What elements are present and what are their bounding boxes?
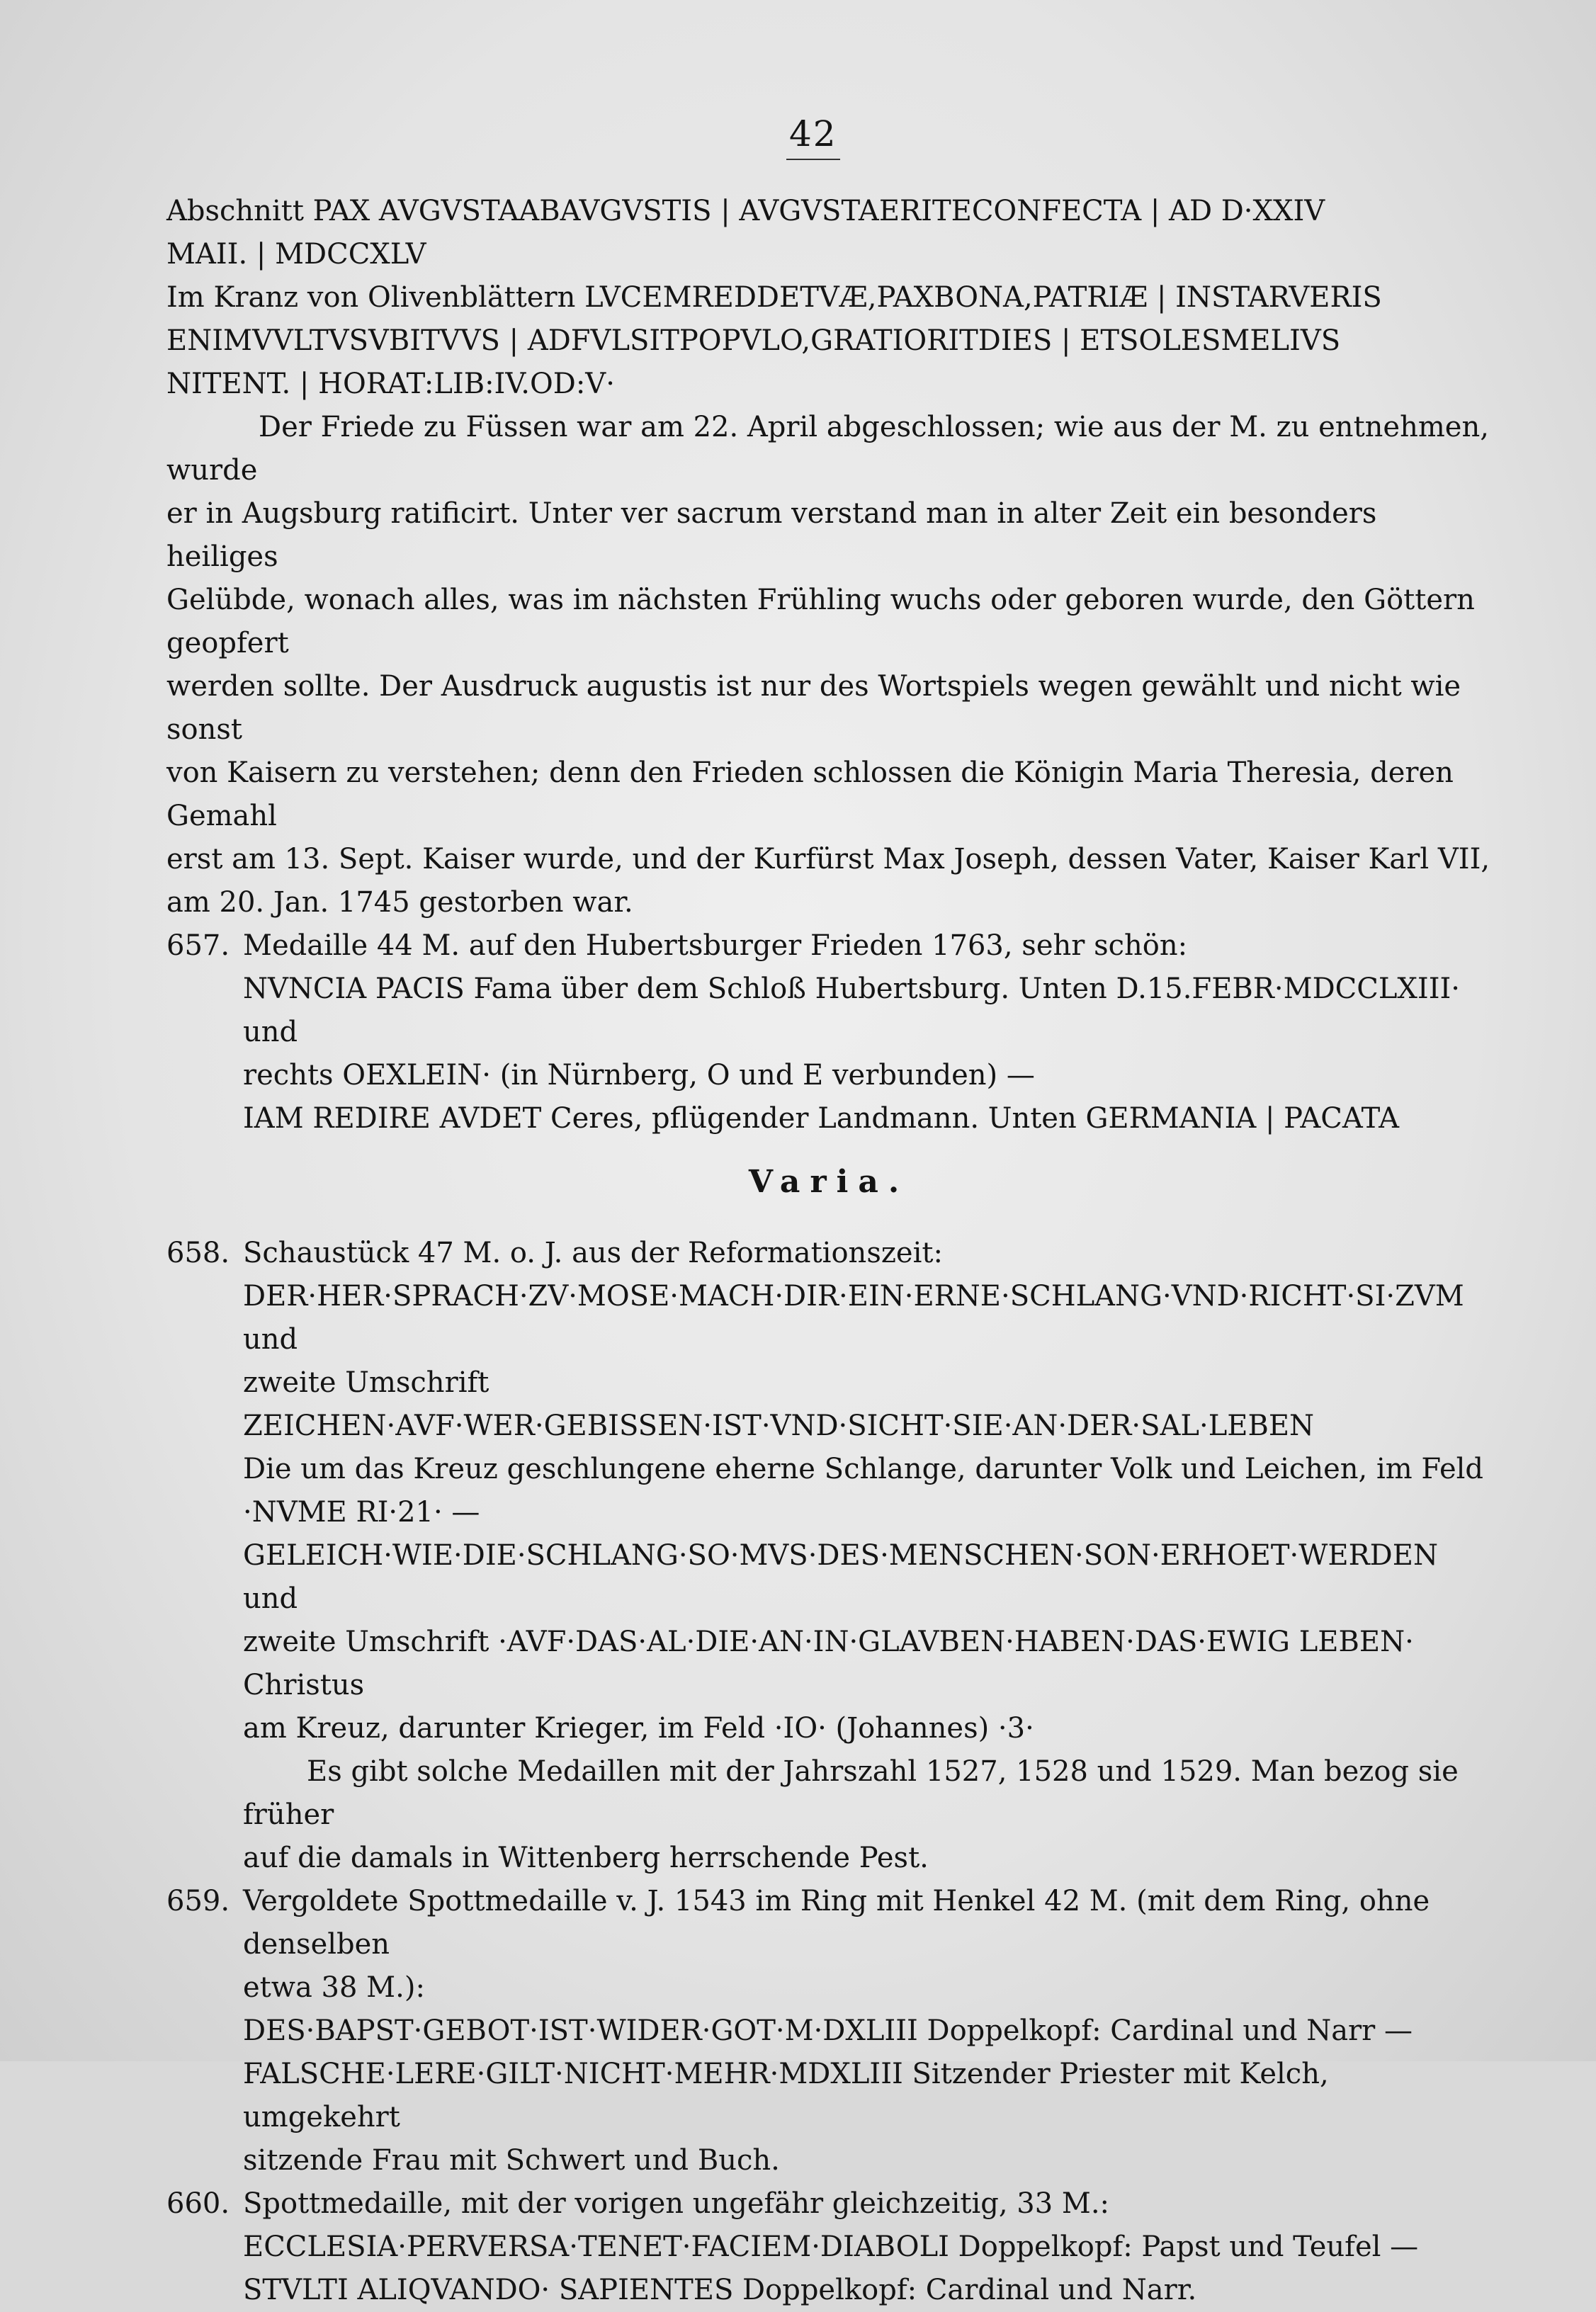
commentary-line: von Kaisern zu verstehen; denn den Frieden schlossen die Königin Maria Theresia, deren Gemahl (166, 756, 1454, 832)
intro-line: NITENT. | HORAT:LIB:IV.OD:V· (166, 368, 615, 400)
entry-660 (166, 2182, 1491, 2312)
entry-note-line: Es gibt solche Medaillen mit der Jahrszahl 1527, 1528 und 1529. Man bezog sie früher (243, 1755, 1459, 1831)
entry-number: 657. (166, 929, 230, 962)
entry-line: NVNCIA PACIS Fama über dem Schloß Hubertsburg. Unten D.15.FEBR·MDCCLXIII· und (243, 973, 1461, 1048)
entry-line: etwa 38 M.): (243, 1971, 425, 2004)
entry-line: DES·BAPST·GEBOT·IST·WIDER·GOT·M·DXLIII Doppelkopf: Cardinal und Narr — (243, 2014, 1413, 2047)
page-content (166, 190, 1491, 2312)
section-title: Varia. (748, 1164, 910, 1200)
intro-line: MAII. | MDCCXLV (166, 238, 426, 271)
entry-line: Spottmedaille, mit der vorigen ungefähr gleichzeitig, 33 M.: (243, 2187, 1110, 2220)
commentary-block (166, 406, 1491, 924)
entry-657 (166, 924, 1491, 1140)
entry-number: 660. (166, 2187, 230, 2220)
commentary-line: erst am 13. Sept. Kaiser wurde, und der Kurfürst Max Joseph, dessen Vater, Kaiser Karl VII, (166, 843, 1490, 876)
entry-line: STVLTI ALIQVANDO· SAPIENTES Doppelkopf: Cardinal und Narr. (243, 2274, 1197, 2306)
entry-line: IAM REDIRE AVDET Ceres, pflügender Landmann. Unten GERMANIA | PACATA (243, 1102, 1399, 1135)
entry-line: DER·HER·SPRACH·ZV·MOSE·MACH·DIR·EIN·ERNE·SCHLANG·VND·RICHT·SI·ZVM und (243, 1280, 1464, 1356)
entry-658 (166, 1232, 1491, 1880)
commentary-line: am 20. Jan. 1745 gestorben war. (166, 886, 633, 919)
entry-line: Vergoldete Spottmedaille v. J. 1543 im Ring mit Henkel 42 M. (mit dem Ring, ohne denselben (243, 1885, 1430, 1961)
commentary-line: Gelübde, wonach alles, was im nächsten Frühling wuchs oder geboren wurde, den Göttern geopfert (166, 584, 1475, 659)
entry-body (243, 924, 1491, 1140)
intro-line: Abschnitt PAX AVGVSTAABAVGVSTIS | AVGVSTAERITECONFECTA | AD D·XXIV (166, 195, 1325, 227)
entry-659 (166, 1880, 1491, 2182)
entry-line: Schaustück 47 M. o. J. aus der Reformationszeit: (243, 1237, 943, 1269)
entry-line: sitzende Frau mit Schwert und Buch. (243, 2144, 780, 2177)
intro-line: Im Kranz von Olivenblättern LVCEMREDDETVÆ,PAXBONA,PATRIÆ | INSTARVERIS (166, 281, 1382, 314)
intro-block (166, 190, 1491, 406)
entry-number: 659. (166, 1885, 230, 1917)
intro-line: ENIMVVLTVSVBITVVS | ADFVLSITPOPVLO,GRATIORITDIES | ETSOLESMELIVS (166, 324, 1341, 357)
entry-line: FALSCHE·LERE·GILT·NICHT·MEHR·MDXLIII Sitzender Priester mit Kelch, umgekehrt (243, 2058, 1329, 2134)
entry-line: rechts OEXLEIN· (in Nürnberg, O und E verbunden) — (243, 1059, 1035, 1092)
entry-line: am Kreuz, darunter Krieger, im Feld ·IO· (Johannes) ·3· (243, 1712, 1034, 1745)
page-number: 42 (786, 113, 840, 160)
entry-line: GELEICH·WIE·DIE·SCHLANG·SO·MVS·DES·MENSCHEN·SON·ERHOET·WERDEN und (243, 1539, 1438, 1615)
entry-line: zweite Umschrift ·AVF·DAS·AL·DIE·AN·IN·GLAVBEN·HABEN·DAS·EWIG LEBEN· Christus (243, 1626, 1414, 1701)
entry-line: Die um das Kreuz geschlungene eherne Schlange, darunter Volk und Leichen, im Feld ·NVME RI·21· — (243, 1453, 1484, 1529)
entry-body (243, 1232, 1491, 1880)
commentary-line: werden sollte. Der Ausdruck augustis ist nur des Wortspiels wegen gewählt und nicht wie sonst (166, 670, 1461, 746)
entry-line: Medaille 44 M. auf den Hubertsburger Frieden 1763, sehr schön: (243, 929, 1188, 962)
entry-note-line: auf die damals in Wittenberg herrschende Pest. (243, 1842, 929, 1874)
entry-body (243, 1880, 1491, 2182)
commentary-line: er in Augsburg ratificirt. Unter ver sacrum verstand man in alter Zeit ein besonders heiliges (166, 497, 1377, 573)
entry-line: ECCLESIA·PERVERSA·TENET·FACIEM·DIABOLI Doppelkopf: Papst und Teufel — (243, 2231, 1419, 2263)
entry-number: 658. (166, 1237, 230, 1269)
entry-body (243, 2182, 1491, 2312)
entry-line: zweite Umschrift ZEICHEN·AVF·WER·GEBISSEN·IST·VND·SICHT·SIE·AN·DER·SAL·LEBEN (243, 1366, 1315, 1442)
commentary-line: Der Friede zu Füssen war am 22. April abgeschlossen; wie aus der M. zu entnehmen, wurde (166, 411, 1489, 487)
